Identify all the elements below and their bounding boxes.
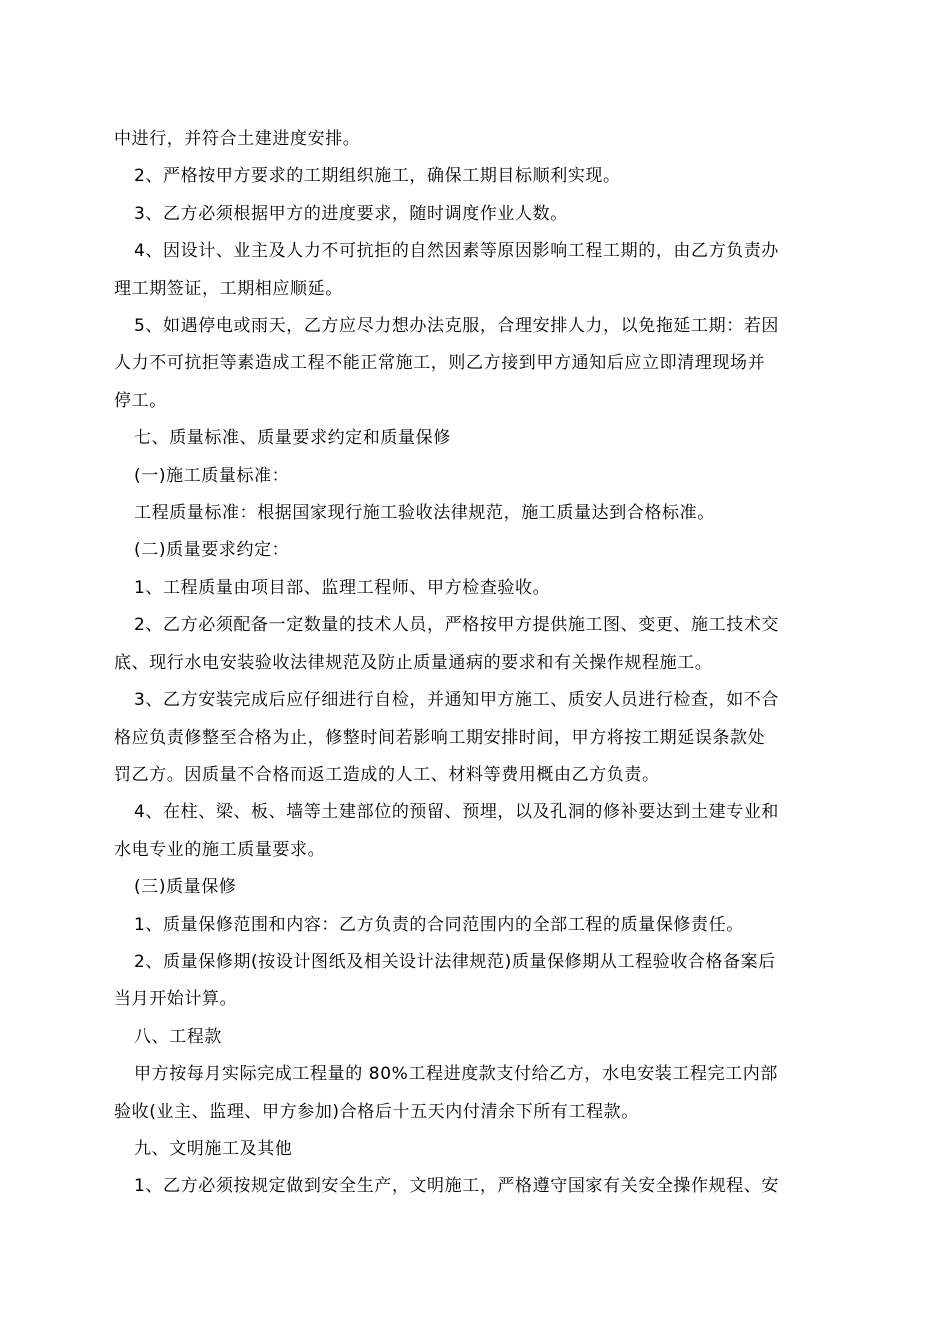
text-line: 3、乙方必须根据甲方的进度要求，随时调度作业人数。	[134, 203, 568, 224]
text-line: (三)质量保修	[134, 877, 237, 898]
text-line: 2、严格按甲方要求的工期组织施工，确保工期目标顺利实现。	[134, 166, 621, 187]
text-line: (一)施工质量标准：	[134, 465, 290, 486]
text-line: 底、现行水电安装验收法律规范及防止质量通病的要求和有关操作规程施工。	[114, 652, 713, 673]
text-line: 2、质量保修期(按设计图纸及相关设计法律规范)质量保修期从工程验收合格备案后	[134, 951, 776, 972]
text-line: 七、质量标准、质量要求约定和质量保修	[134, 428, 451, 449]
text-line: (二)质量要求约定：	[134, 540, 290, 561]
text-line: 2、乙方必须配备一定数量的技术人员，严格按甲方提供施工图、变更、施工技术交	[134, 615, 780, 636]
text-line: 1、乙方必须按规定做到安全生产，文明施工，严格遵守国家有关安全操作规程、安	[134, 1176, 780, 1197]
text-line: 3、乙方安装完成后应仔细进行自检，并通知甲方施工、质安人员进行检查，如不合	[134, 690, 780, 711]
text-line: 九、文明施工及其他	[134, 1138, 293, 1159]
text-line: 中进行，并符合土建进度安排。	[114, 129, 361, 149]
document-body	[114, 121, 836, 1206]
text-line: 工程质量标准：根据国家现行施工验收法律规范，施工质量达到合格标准。	[134, 503, 715, 524]
text-line: 5、如遇停电或雨天，乙方应尽力想办法克服，合理安排人力，以免拖延工期：若因	[134, 316, 780, 337]
text-line: 人力不可抗拒等素造成工程不能正常施工，则乙方接到甲方通知后应立即清理现场并	[114, 353, 766, 374]
text-line: 罚乙方。因质量不合格而返工造成的人工、材料等费用概由乙方负责。	[114, 764, 660, 785]
text-line: 当月开始计算。	[114, 989, 238, 1010]
text-line: 4、在柱、梁、板、墙等土建部位的预留、预埋，以及孔洞的修补要达到土建专业和	[134, 802, 780, 823]
text-line: 理工期签证，工期相应顺延。	[114, 278, 343, 299]
text-line: 验收(业主、监理、甲方参加)合格后十五天内付清余下所有工程款。	[114, 1101, 639, 1122]
text-line: 1、质量保修范围和内容：乙方负责的合同范围内的全部工程的质量保修责任。	[134, 914, 744, 935]
text-line: 停工。	[114, 390, 167, 411]
text-line: 八、工程款	[134, 1026, 222, 1047]
text-line: 格应负责修整至合格为止，修整时间若影响工期安排时间，甲方将按工期延误条款处	[114, 727, 766, 748]
text-line: 4、因设计、业主及人力不可抗拒的自然因素等原因影响工程工期的，由乙方负责办	[134, 241, 780, 262]
text-line: 1、工程质量由项目部、监理工程师、甲方检查验收。	[134, 577, 551, 598]
text-line: 水电专业的施工质量要求。	[114, 839, 326, 860]
text-line: 甲方按每月实际完成工程量的 80%工程进度款支付给乙方，水电安装工程完工内部	[134, 1064, 778, 1085]
